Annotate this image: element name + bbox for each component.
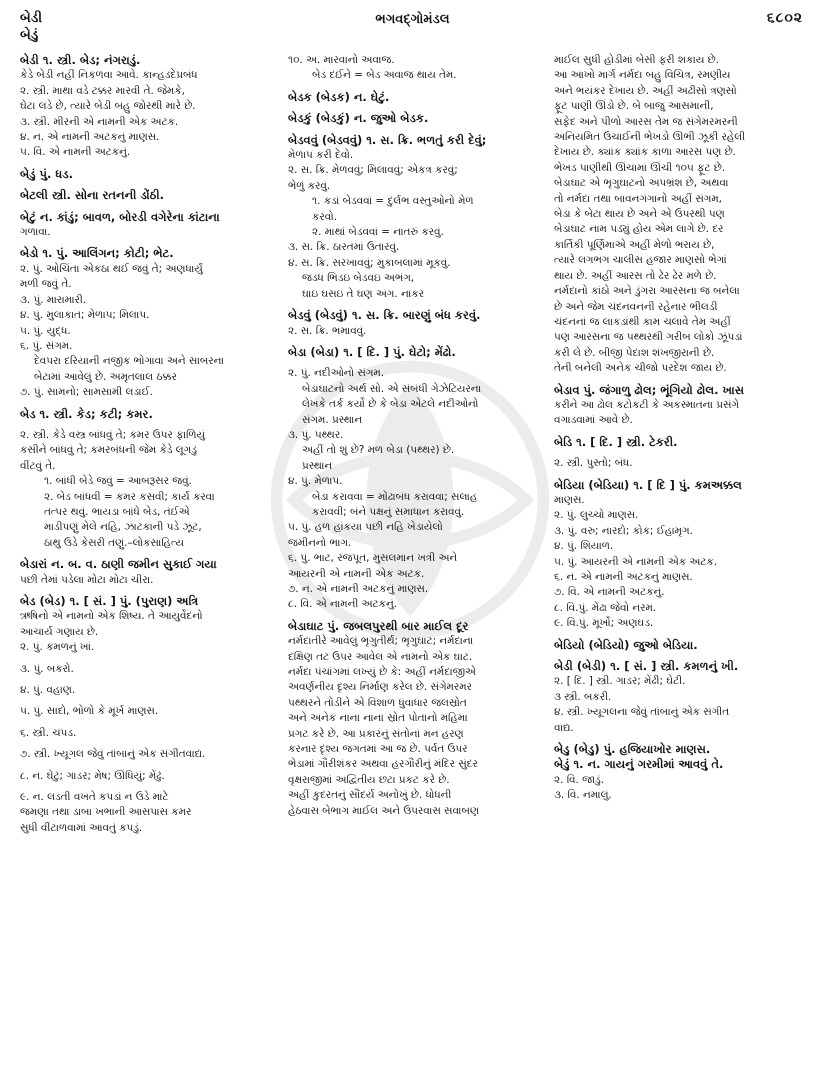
definition-line: બેડાઘાટ નામ પડ્યું હોય એમ લાગે છે. દર	[554, 223, 724, 236]
quotation-line: બેડાઘાટનો અર્થ સો. એ સંબંધી ગેઝેટિયરના	[302, 382, 482, 395]
definition-line: અહીં કુદરતનું સૌંદર્ય અનોખું છે. ધોધની	[288, 789, 452, 802]
headword-line: બેડો ૧. પું. આલિંગન; કોટી; ભેટ.	[20, 246, 174, 261]
definition-line: ૬. પું. સંગમ.	[20, 339, 73, 352]
definition-line: ૪. પું. મેળાપ.	[288, 475, 343, 488]
definition-line: કરીને આ ઢોલ કટોકટી કે અકસ્માતના પ્રસંગે	[554, 398, 739, 411]
definition-line: ૯. વિ.પું. મૂર્ખો; અણઘડ.	[554, 617, 654, 630]
definition-line: ૫. પું. આયરની એ નામની એક અટક.	[554, 555, 718, 568]
definition-line: ૨. સ્ત્રી. પુસ્તો; બંધ.	[554, 457, 633, 470]
headword-line: બેડાવ પું. જંગાળુ ઢોલ; ભૂંગિયો ઢોલ. ખાસ	[554, 382, 745, 397]
definition-line: ૪. ન. એ નામની અટકનું માણસ.	[20, 131, 160, 144]
column-left	[20, 53, 272, 836]
definition-line: ૪. સ. ક્રિ. સરખાવવું; મુકાબલામાં મૂકવું.	[288, 256, 451, 269]
definition-line: ૨. સ. ક્રિ. ભમાવવું.	[288, 324, 367, 337]
definition-line: નર્મદા પંચાંગમાં લખ્યું છે કે: અહીં નર્મદાજીએ	[288, 666, 476, 679]
definition-line: પણ આરસના જ પથ્થરથી ગરીબ લોકો ઝૂંપડાં	[554, 331, 743, 344]
definition-line: ૨. સ. ક્રિ. મેળવવું; મિલાવવું; એકત્ર કરવું;	[288, 164, 458, 177]
headword-line: બેડુ (બેડુ) પું. હજિયાખોર માણસ.	[554, 742, 711, 757]
definition-line: ૨. વિ. જાડું.	[554, 773, 604, 786]
quotation-line: ઘાઇ ઘસઇ તે ઘણ અંગ. નાકર	[302, 287, 424, 300]
definition-line: ભેખડ પાણીથી ઊંચામાં ઊંચી ૧૦૫ ફૂટ છે.	[554, 161, 726, 174]
idiom-line: ૨. બેડ બાંધવી = કમર કસવી; કાર્ય કરવા	[44, 490, 215, 503]
definition-line: કસીને બાંધવું તે; કમરબંધની જેમ કેડે લૂગડું	[20, 444, 197, 457]
definition-line: ૩ સ્ત્રી. બકરી.	[554, 690, 612, 703]
idiom-line: કરાવવી; બંને પક્ષનું સમાધાન કરાવવું.	[312, 505, 465, 518]
definition-line: ૨. સ્ત્રી. કેડે વસ્ત્ર બાંધવું તે; કમર ઉપર ફાળિયું	[20, 428, 206, 441]
definition-line: અને ભયંકર દેખાય છે. અહીં અઢીસો ત્રણસો	[554, 84, 737, 97]
page-number: ૬૮૦૨	[766, 10, 803, 26]
quotation-line: બેટામાં આવેલું છે. અમૃતલાલ ઠક્કર	[34, 370, 177, 383]
definition-line: જમીનનો ભાગ.	[288, 536, 352, 549]
definition-line: કરનાર દૃશ્ય જગતમાં આ જ છે. પર્વત ઉપર	[288, 743, 468, 756]
definition-line: આયરની એ નામની એક અટક.	[288, 567, 425, 580]
headword-line: બેડી (બેડી) ૧. [ સં. ] સ્ત્રી. કમળનું ખી.	[554, 659, 739, 674]
definition-line: ૪. પું. મુલાકાત; મેળાપ; મિલાપ.	[20, 309, 150, 322]
definition-line: ચંદનનાં જ લાકડાંથી કામ ચલાવે તેમ અહીં	[554, 315, 731, 328]
guide-word-first: બેડી	[20, 10, 43, 26]
idiom-line: બેડ દઈને = બેડ અવાજ થાય તેમ.	[312, 69, 457, 82]
definition-line: અનિયમિત ઉંચાઈની ભેખડો ઊભી ઝૂકી રહેલી	[554, 131, 746, 144]
definition-line: ૮. ન. ઘેટું; ગાડર; મેષ; ઊંધિયું; મેંઢું.	[20, 769, 165, 782]
definition-line: અવર્ણનીય દૃશ્ય નિર્માણ કરેલ છે. સંગેમરમર	[288, 681, 472, 694]
definition-line: ભેળું કરવું.	[288, 179, 331, 192]
idiom-line: ૨. માથાં બેડવવાં = નાતરું કરવું.	[312, 226, 444, 239]
headword-line: બેડિ ૧. [ દિ. ] સ્ત્રી. ટેકરી.	[554, 434, 678, 449]
definition-line: ૯. ન. લડતી વખતે કપડાં ન ઉડે માટે	[20, 791, 169, 804]
definition-line: ૨. પું. ઓચિંતા એકઠા થઈ જવું તે; અણધાર્યું	[20, 262, 203, 275]
headword-line: બેડવવું (બેડવવું) ૧. સ. ક્રિ. ભળતું કરી દેવું;	[288, 132, 487, 147]
headword-line: બેડાઘાટ પું. જબલપુરથી બાર માઈલ દૂર	[288, 618, 469, 633]
definition-line: ૫. વિ. એ નામની અટકનું.	[20, 146, 131, 159]
definition-line: સફેદ અને પીળો આરસ તેમ જ સંગેમરમરની	[554, 115, 738, 128]
definition-line: તો નર્મદા તથા બાવનગંગાનો અહીં સંગમ,	[554, 192, 722, 205]
headword-line: બેડા (બેડા) ૧. [ દિ. ] પું. ઘેટો; મેંઢો.	[288, 344, 456, 359]
headword-line: બેડી ૧. સ્ત્રી. બેડ; નંગરાડું.	[20, 53, 141, 67]
definition-line: બેડાઘાટ એ ભૃગુઘાટનો અપભ્રંશ છે, અથવા	[554, 177, 729, 190]
definition-line: ૮. વિ. એ નામની અટકનું.	[288, 598, 398, 611]
page-title: ભગવદ્ગોમંડલ	[375, 12, 450, 27]
definition-line: વગાડવામાં આવે છે.	[554, 414, 633, 427]
headword-line: બેડ (બેડ) ૧. [ સં. ] પું. (પુરાણ) અત્રિ	[20, 594, 199, 608]
definition-line: મેળાપ કરી દેવો.	[288, 149, 354, 162]
definition-line: ૭. વિ. એ નામની અટકનું.	[554, 586, 665, 599]
definition-line: ૩. પું. બકરો.	[20, 662, 74, 675]
headword-line: બેટું ન. કાંડું; બાવળ, બોરડી વગેરેના કાંટાના	[20, 209, 220, 224]
headword-line: બેડ ૧. સ્ત્રી. કેડ; કટી; કમર.	[20, 406, 153, 421]
definition-line: ૪. સ્ત્રી. ખ્યૂગલના જેવું તાંબાનું એક સંગીત	[554, 706, 730, 719]
headword-line: બેડું પું. ધડ.	[20, 166, 73, 181]
definition-line: કેડે બેડી નહીં નિકળવા આવે. કાન્હડદેપ્રબંધ	[20, 69, 198, 82]
definition-line: વાદ્ય.	[554, 721, 574, 734]
idiom-line: બેડા કરાવવા = મોંઢાબંધ કરાવવા; સલાહ	[312, 490, 478, 503]
definition-line: ૭. ન. એ નામની અટકનું માણસ.	[288, 583, 429, 595]
definition-line: અને અનેક નાના નાના સ્રોત પોતાનો મહિમા	[288, 712, 468, 725]
definition-line: નર્મદાનો કાંઠો અને ડુંગરા આરસના જ બનેલા	[554, 285, 740, 298]
definition-line: માઈલ સુધી હોડીમાં બેસી ફરી શકાય છે.	[554, 54, 719, 66]
idiom-line: માડીપણું મેલે નહિ, ઝાટકાની પડે ઝૂટ,	[44, 521, 202, 534]
definition-line: છે અને જેમ ચંદનવનની રહેનાર ભીલડી	[554, 300, 718, 313]
headword-line: બેટલી સ્ત્રી. સોના રતનની ડોંઠી.	[20, 188, 165, 203]
definition-line: થાય છે. અહીં આરસ તો ઢેર ઢેર મળે છે.	[554, 269, 717, 282]
definition-line: ૨. પું. નદીઓનો સંગમ.	[288, 367, 385, 380]
definition-line: ગળાવા.	[20, 226, 51, 239]
definition-line: પછી તેમાં પડેલા મોટા મોટા ચીરા.	[20, 573, 154, 586]
definition-line: હેઠવાસ બેભાગ માઈલ અને ઉપરવાસ સવાબણ	[288, 804, 479, 817]
quotation-line: દેવપરા દરિયાની નજીક ભોગાવા અને સાબરના	[34, 355, 224, 368]
definition-line: ૫. પું. સાદો, ભોળો કે મૂર્ખ માણસ.	[20, 705, 159, 718]
definition-line: ૫. પું. યુદ્ધ.	[20, 324, 71, 337]
definition-line: ૪. પું. શિયાળ.	[554, 540, 614, 553]
definition-line: ૩. સ. ક્રિ. ઠારતમાં ઉતારવું.	[288, 241, 400, 254]
definition-line: બેડા કે બેટા થાય છે અને એ ઉપરથી પણ	[554, 208, 725, 221]
definition-line: તેની બનેલી અનેક ચીજો પરદેશ જાય છે.	[554, 362, 727, 375]
definition-line: દેખાય છે. ક્યાંક ક્યાંક કાળા આરસ પણ છે.	[554, 146, 736, 159]
definition-line: મળી જવું તે.	[20, 278, 72, 291]
definition-line: ૨. પું. કમળનું ખાં.	[20, 641, 95, 654]
definition-line: પ્રગટ કરે છે. આ પ્રકારનું સંતોનાં મન હરણ	[288, 727, 464, 740]
quotation-line: અહીં તો શું છે? મળ બેડા (પથ્થર) છે.	[302, 444, 455, 457]
definition-line: કાર્તિકી પૂર્ણિમાએ અહીં મેળો ભરાય છે,	[554, 238, 715, 251]
definition-line: ૬. પું. ભાટ, રજપૂત, મુસલમાન ખત્રી અને	[288, 552, 458, 565]
idiom-line: કરવો.	[312, 210, 338, 223]
definition-line: જમણા તથા ડાબા ખભાની આસપાસ કમર	[20, 806, 192, 819]
definition-line: ફૂટ પાણી ઊંડો છે. બે બાજુ આસમાની,	[554, 100, 714, 113]
idiom-line: ૧. કડાં બેડવવાં = દુર્લભ વસ્તુઓનો મેળ	[312, 195, 474, 208]
definition-line: ૬. ન. એ નામની અટકનું માણસ.	[554, 571, 693, 583]
definition-line: ઋષિનો એ નામનો એક શિષ્ય. તે આયુર્વેદનો	[20, 610, 203, 623]
definition-line: ભેડામાં ગૌરીશંકર અથવા હરગૌરીનું મંદિર સુંદર	[288, 758, 478, 771]
definition-line: ૮. વિ.પું. મેંઢા જેવો નરમ.	[554, 601, 657, 614]
quotation-line: જડધ ભિડઇ બેડવઇ અભંગ,	[302, 272, 415, 285]
definition-line: માણસ.	[554, 493, 585, 506]
quotation-line: પ્રસ્થાન	[302, 459, 333, 472]
definition-line: ૧૦. અ. મારવાનો અવાજ.	[288, 54, 395, 66]
headword-line: બેડકું (બેડકું) ન. જુઓ બેડક.	[288, 111, 429, 126]
definition-line: ૭. પું. સામનો; સામસામી લડાઈ.	[20, 386, 153, 399]
headword-line: બેડિયો (બેડિયો) જુઓ બેડિયા.	[554, 637, 698, 652]
definition-line: ૩. સ્ત્રી. મીરની એ નામની એક અટક.	[20, 115, 179, 128]
idiom-line: ૧. બાંધી બેડે જવું = આબરૂસર જવું.	[44, 475, 192, 488]
definition-line: ૩. પું. મારામારી.	[20, 293, 87, 306]
definition-line: ૫. પું. હળ હાંકયા પછી નહિ ખેડાયેલો	[288, 521, 443, 534]
idiom-line: ઠાથુ ઉડે કેસરી તણું.–લોકસાહિત્ય	[44, 536, 184, 549]
headword-line: બેડિયા (બેડિયા) ૧. [ દિ ] પું. કમઅક્કલ	[554, 477, 742, 492]
quotation-line: લેખકે તર્ક કર્યો છે કે બેડા એટલે નદીઓનો	[302, 398, 479, 411]
definition-line: ૪. પું. વહાણ.	[20, 684, 76, 697]
definition-line: ઘેટા લડે છે, ત્યારે બેડી બહુ જોરથી મારે છે.	[20, 100, 196, 113]
column-right	[554, 53, 807, 804]
definition-line: દક્ષિણ તટ ઉપર આવેલ એ નામનો એક ઘાટ.	[288, 650, 473, 663]
headword-line: બેડારાં ન. બ. વ. ઠાણી જમીન સુકાઈ ગયા	[20, 557, 217, 572]
definition-line: આચાર્ય ગણાય છે.	[20, 625, 99, 638]
definition-line: ૨. પું. લુચ્ચો માણસ.	[554, 509, 639, 522]
definition-line: ૩. પું. પથ્થર.	[288, 428, 344, 441]
definition-line: સુધી વીંટાળવામાં આવતું કપડું.	[20, 821, 143, 834]
idiom-line: તત્પર થવું. ભાયડા બાંધે બેડ, તંઈએ	[44, 505, 190, 518]
definition-line: વીંટવું તે.	[20, 459, 56, 472]
definition-line: ૨. સ્ત્રી. માથા વડે ટક્કર મારવી તે. જેમકે,	[20, 84, 185, 97]
headword-line: બેડક (બેડક) ન. ઘેટું.	[288, 89, 390, 104]
definition-line: કરી લે છે. બીજી પેદાશ શંખજીરાની છે.	[554, 346, 715, 359]
definition-line: ૩. પું. વરુ; નારદો; કોક; ઈહામૃગ.	[554, 524, 693, 537]
headword-line: બેડવું (બેડવું) ૧. સ. ક્રિ. બારણું બંધ કરવું.	[288, 308, 481, 323]
definition-line: ૬. સ્ત્રી. ચપડ.	[20, 726, 77, 739]
column-middle	[288, 53, 535, 819]
definition-line: નર્મદાતીરે આવેલું ભૃગુતીર્થ; ભૃગુઘાટ; નર્મદાના	[288, 635, 474, 648]
definition-line: આ આખો માર્ગ નર્મદા બહુ વિચિત્ર, રમણીય	[554, 69, 731, 82]
definition-line: પથ્થરને તોડીને એ વિશાળ ધુંવાધાર જલસ્રોત	[288, 696, 467, 709]
definition-line: વૃક્ષરાજીમાં અદ્વિતીય છટા પ્રકટ કરે છે.	[288, 773, 450, 786]
guide-word-last: બેડું	[20, 27, 39, 43]
headword-line: બેડું ૧. ન. ગાયનું ગરમીમાં આવવું તે.	[554, 757, 724, 772]
definition-line: ૭. સ્ત્રી. ખ્યૂગલ જેવું તાંબાનું એક સંગીતવાદ્ય.	[20, 748, 206, 761]
definition-line: ૨. [ દિ. ] સ્ત્રી. ગાડર; મેંઢી; ઘેટી.	[554, 675, 686, 688]
quotation-line: સંગમ. પ્રસ્થાન	[302, 413, 363, 426]
definition-line: ૩. વિ. નમાલું.	[554, 789, 612, 802]
definition-line: ત્યારે લગભગ ચાલીસ હજાર માણસો ભેગાં	[554, 254, 727, 267]
